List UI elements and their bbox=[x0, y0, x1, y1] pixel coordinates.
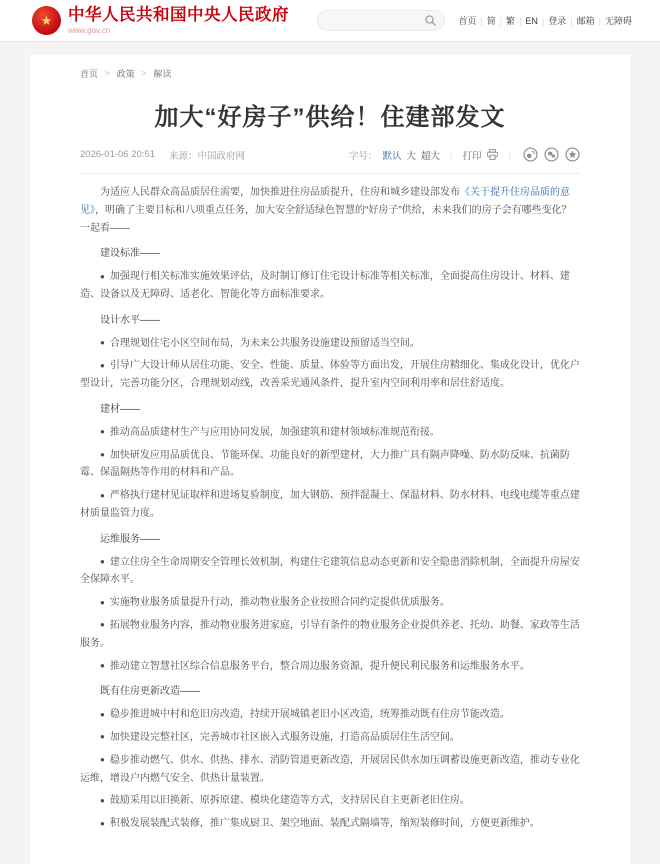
bullet-marker-icon: ● bbox=[100, 732, 105, 742]
bullet-marker-icon: ● bbox=[100, 795, 105, 805]
bullet-item-5-5 bbox=[80, 815, 580, 833]
breadcrumb-item-3[interactable]: 解读 bbox=[153, 69, 172, 79]
bullet-item-5-4 bbox=[80, 792, 580, 810]
bullet-item-5-3 bbox=[80, 752, 580, 788]
font-size-option-3[interactable]: 超大 bbox=[421, 150, 441, 162]
nav-separator: | bbox=[519, 15, 522, 26]
breadcrumb-separator: > bbox=[105, 69, 110, 78]
bullet-text: 引导广大设计师从居住功能、安全、性能、质量、体验等方面出发，开展住房精细化、集成化设计，优化户型设计，完善功能分区，合理规划动线，改善采光通风条件，提升室内空间利用率和居住舒适度。 bbox=[80, 360, 580, 390]
site-title: 中华人民共和国中央人民政府 bbox=[68, 5, 289, 24]
share-icons bbox=[523, 147, 580, 162]
nav-item-7[interactable]: 无障碍 bbox=[604, 16, 632, 26]
bullet-text: 建立住房全生命周期安全管理长效机制，构建住宅建筑信息动态更新和安全隐患消除机制，全面提升房屋安全保障水平。 bbox=[80, 556, 580, 586]
bullet-text: 严格执行建材见证取样和进场复验制度，加大钢筋、预拌混凝土、保温材料、防水材料、电线电缆等重点建材质量监管力度。 bbox=[80, 490, 580, 519]
nav-separator: | bbox=[480, 15, 483, 26]
nav-item-5[interactable]: 登录 bbox=[548, 16, 567, 26]
nav-separator: | bbox=[598, 15, 601, 26]
bullet-text: 稳步推进城中村和危旧房改造，持续开展城镇老旧小区改造，统筹推动既有住房节能改造。 bbox=[109, 709, 510, 721]
meta-separator: | bbox=[450, 149, 453, 160]
search-input[interactable] bbox=[325, 16, 424, 26]
nav-item-6[interactable]: 邮箱 bbox=[576, 16, 595, 26]
bullet-item-4-4 bbox=[80, 658, 580, 676]
nav-item-2[interactable]: 简 bbox=[486, 16, 496, 26]
bullet-marker-icon: ● bbox=[100, 557, 105, 567]
article-body bbox=[80, 184, 580, 833]
bullet-text: 加快建设完整社区，完善城市社区嵌入式服务设施，打造高品质居住生活空间。 bbox=[109, 731, 460, 743]
bullet-text: 推动建立智慧社区综合信息服务平台，整合周边服务资源，提升便民利民服务和运维服务水平。 bbox=[109, 660, 530, 672]
breadcrumb-item-2[interactable]: 政策 bbox=[116, 69, 135, 79]
search-box[interactable] bbox=[317, 10, 445, 31]
intro-text-before: 为适应人民群众高品质居住需要，加快推进住房品质提升，住房和城乡建设部发布 bbox=[100, 187, 460, 198]
section-heading-5: 既有住房更新改造—— bbox=[100, 686, 200, 698]
publish-date: 2026-01-06 20:51 bbox=[80, 149, 156, 160]
bullet-marker-icon: ● bbox=[100, 661, 105, 671]
breadcrumb-item-1[interactable]: 首页 bbox=[80, 69, 99, 79]
content-card bbox=[30, 55, 630, 864]
weibo-share-icon[interactable] bbox=[523, 147, 538, 162]
print-button[interactable]: 打印 bbox=[462, 150, 482, 162]
site-title-block bbox=[68, 6, 289, 35]
bullet-marker-icon: ● bbox=[100, 360, 105, 370]
bullet-text: 拓展物业服务内容，推动物业服务进家庭，引导有条件的物业服务企业提供养老、托幼、助餐、家政等生活服务。 bbox=[80, 619, 580, 649]
breadcrumb-separator: > bbox=[141, 69, 147, 78]
section-heading-4: 运维服务—— bbox=[100, 533, 160, 545]
nav-separator: | bbox=[499, 15, 503, 26]
bullet-item-4-1 bbox=[80, 554, 580, 590]
nav-item-1[interactable]: 首页 bbox=[458, 16, 477, 26]
bullet-text: 实施物业服务质量提升行动，推动物业服务企业按照合同约定提供优质服务。 bbox=[109, 597, 450, 609]
bullet-text: 加快研发应用品质优良、节能环保、功能良好的新型建材，大力推广具有隔声降噪、防水防反味、抗菌防霉、保温隔热等作用的材料和产品。 bbox=[80, 449, 570, 479]
bullet-marker-icon: ● bbox=[100, 620, 105, 630]
bullet-item-2-2 bbox=[80, 357, 580, 393]
nav-separator: | bbox=[570, 15, 573, 26]
nav-separator: | bbox=[541, 15, 545, 26]
intro-text-after: ，明确了主要目标和八项重点任务，加大安全舒适绿色智慧的“好房子”供给，未来我们的房子会有哪些变化？一起看—— bbox=[80, 204, 572, 234]
section-heading-2: 设计水平—— bbox=[100, 314, 160, 326]
bullet-marker-icon: ● bbox=[100, 427, 105, 437]
font-size-option-1[interactable]: 默认 bbox=[382, 150, 402, 162]
bullet-marker-icon: ● bbox=[100, 490, 105, 500]
bullet-marker-icon: ● bbox=[100, 597, 105, 607]
intro-paragraph bbox=[80, 184, 580, 237]
article-sections bbox=[80, 245, 580, 833]
bullet-text: 稳步推动燃气、供水、供热、排水、消防管道更新改造，开展居民供水加压调蓄设施更新改造，推动专业化运维，增设户内燃气安全、供热计量装置。 bbox=[80, 754, 580, 784]
top-nav bbox=[458, 14, 632, 27]
section-heading-1: 建设标准—— bbox=[100, 248, 160, 260]
bullet-text: 合理规划住宅小区空间布局，为未来公共服务设施建设预留适当空间。 bbox=[109, 337, 420, 349]
nav-item-3[interactable]: 繁 bbox=[506, 16, 516, 26]
search-icon[interactable] bbox=[424, 14, 437, 27]
meta-right bbox=[349, 147, 580, 162]
bullet-item-2-1 bbox=[80, 335, 580, 353]
bullet-text: 推动高品质建材生产与应用协同发展，加强建筑和建材领域标准规范衔接。 bbox=[109, 426, 440, 438]
breadcrumb bbox=[80, 67, 580, 80]
bullet-marker-icon: ● bbox=[100, 450, 105, 460]
font-size-label: 字号： bbox=[348, 150, 378, 162]
bullet-item-3-2 bbox=[80, 447, 580, 483]
bullet-marker-icon: ● bbox=[100, 271, 105, 281]
site-header bbox=[0, 0, 660, 42]
wechat-share-icon[interactable] bbox=[544, 147, 559, 162]
font-size-option-2[interactable]: 大 bbox=[406, 150, 417, 162]
bullet-marker-icon: ● bbox=[100, 755, 105, 765]
bullet-text: 鼓励采用以旧换新、原拆原建、模块化建造等方式，支持居民自主更新老旧住房。 bbox=[109, 795, 470, 807]
bullet-text: 加强现行相关标准实施效果评估，及时制订修订住宅设计标准等相关标准，全面提高住房设计、材料、建造、设备以及无障碍、适老化、智能化等方面标准要求。 bbox=[80, 271, 570, 300]
bullet-marker-icon: ● bbox=[100, 338, 105, 348]
bullet-item-1-1 bbox=[80, 268, 580, 304]
source: 来源：中国政府网 bbox=[169, 150, 246, 162]
meta-left bbox=[80, 148, 245, 162]
bullet-marker-icon: ● bbox=[100, 709, 105, 719]
bullet-text: 积极发展装配式装修，推广集成厨卫、架空地面、装配式隔墙等，缩短装修时间，方便更新维护。 bbox=[109, 818, 540, 830]
bullet-item-5-2 bbox=[80, 729, 580, 747]
meta-separator: | bbox=[508, 149, 511, 160]
bullet-item-3-1 bbox=[80, 424, 580, 442]
national-emblem-icon: ★ bbox=[32, 6, 61, 35]
site-url: www.gov.cn bbox=[68, 26, 111, 36]
bullet-item-4-3 bbox=[80, 617, 580, 653]
favorite-share-icon[interactable] bbox=[565, 147, 580, 162]
gov-logo[interactable] bbox=[32, 6, 289, 35]
section-heading-3: 建材—— bbox=[100, 403, 140, 415]
bullet-item-3-3 bbox=[80, 487, 580, 523]
bullet-marker-icon: ● bbox=[100, 818, 105, 828]
font-size-options bbox=[378, 148, 441, 162]
policy-document-link[interactable]: 《关于提升住房品质的意见》 bbox=[80, 187, 570, 216]
bullet-item-4-2 bbox=[80, 594, 580, 612]
bullet-item-5-1 bbox=[80, 706, 580, 724]
printer-icon[interactable] bbox=[486, 148, 499, 161]
article-title: 加大“好房子”供给！住建部发文 bbox=[154, 104, 506, 131]
nav-item-4[interactable]: EN bbox=[525, 15, 538, 26]
article-meta-row bbox=[80, 147, 580, 174]
